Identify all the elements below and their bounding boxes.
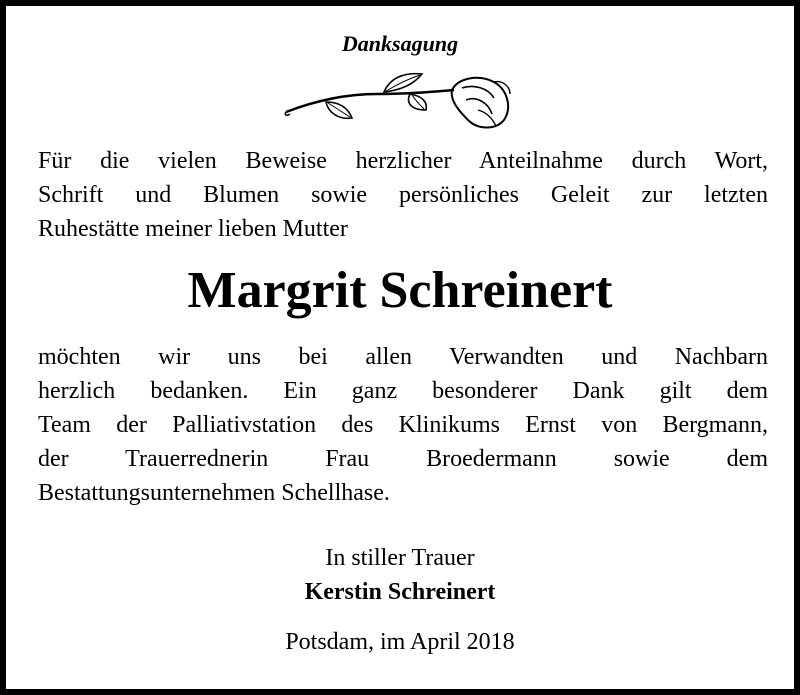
thanks-line: Bestattungsunternehmen Schellhase. [38, 480, 390, 506]
thanks-line: Team der Palliativstation des Klinikums Ernst von Bergmann, [38, 412, 768, 438]
thanks-paragraph [38, 340, 768, 510]
thanks-line: herzlich bedanken. Ein ganz besonderer Dank gilt dem [38, 378, 768, 404]
thanks-line: der Trauerrednerin Frau Broedermann sowie dem [38, 446, 768, 472]
deceased-name: Margrit Schreinert [187, 262, 613, 319]
thanks-line: möchten wir uns bei allen Verwandten und Nachbarn [38, 344, 768, 370]
intro-line: Ruhestätte meiner lieben Mutter [38, 216, 348, 242]
mourning-phrase: In stiller Trauer [325, 545, 475, 571]
rose-branch-icon [282, 64, 522, 144]
intro-paragraph [38, 144, 768, 246]
signatory-name: Kerstin Schreinert [304, 579, 496, 605]
place-date: Potsdam, im April 2018 [285, 629, 515, 655]
intro-line: Für die vielen Beweise herzlicher Anteilnahme durch Wort, [38, 148, 768, 174]
intro-line: Schrift und Blumen sowie persönliches Geleit zur letzten [38, 182, 768, 208]
notice-title: Danksagung [341, 31, 459, 56]
